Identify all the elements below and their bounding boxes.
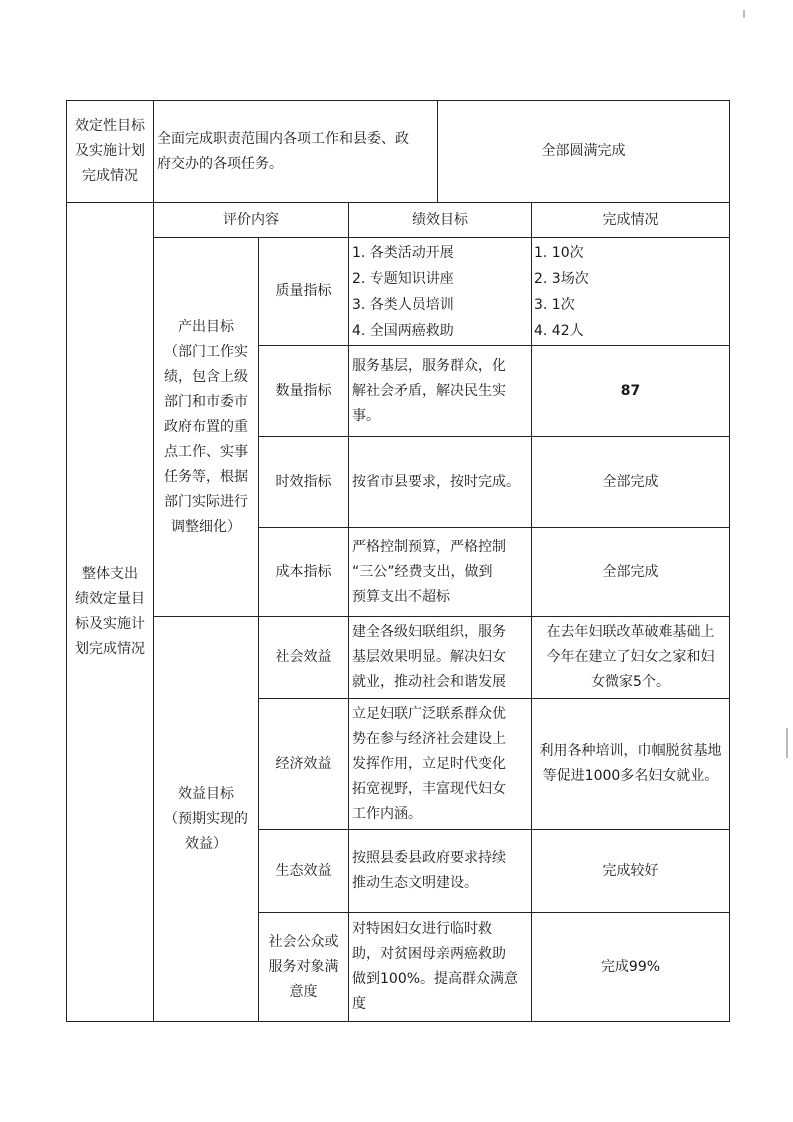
benefit-goal-label: 效益目标 （预期实现的 效益） bbox=[164, 785, 248, 852]
table-row-result: 87 bbox=[620, 382, 641, 399]
table-row-result: 利用各种培训，巾帼脱贫基地 等促进1000多名妇女就业。 bbox=[539, 743, 722, 784]
scan-mark bbox=[786, 728, 788, 758]
qualitative-goal-result: 全部圆满完成 bbox=[541, 143, 626, 159]
qualitative-goal-target: 全面完成职责范围内各项工作和县委、政 府交办的各项任务。 bbox=[157, 130, 409, 172]
table-row-indicator: 经济效益 bbox=[275, 755, 332, 772]
table-row-goal: 1. 各类活动开展 2. 专题知识讲座 3. 各类人员培训 4. 全国两癌救助 bbox=[352, 244, 454, 339]
qualitative-goal-label: 效定性目标 及实施计划 完成情况 bbox=[75, 118, 145, 184]
table-row-goal: 建全各级妇联组织，服务 基层效果明显。解决妇女 就业，推动社会和谐发展 bbox=[352, 624, 506, 690]
scan-mark bbox=[743, 10, 745, 18]
table-row-goal: 按省市县要求，按时完成。 bbox=[352, 473, 520, 490]
table-border-bottom bbox=[66, 1021, 730, 1022]
output-goal-label: 产出目标 （部门工作实 绩，包含上级 部门和市委市 政府布置的重 点工作、实事 任务等，根据 部门实际进行 调整细化） bbox=[164, 318, 248, 535]
table-row-indicator: 生态效益 bbox=[275, 862, 332, 879]
table-row-goal: 严格控制预算，严格控制 “三公”经费支出，做到 预算支出不超标 bbox=[352, 538, 506, 605]
table-row-goal: 服务基层，服务群众，化 解社会矛盾，解决民生实 事。 bbox=[352, 357, 506, 424]
table-row-indicator: 数量指标 bbox=[275, 382, 332, 399]
overall-quantitative-label: 整体支出 绩效定量目 标及实施计 划完成情况 bbox=[75, 566, 145, 657]
table-row-indicator: 时效指标 bbox=[275, 473, 332, 490]
table-divider bbox=[348, 202, 349, 1022]
header-completion: 完成情况 bbox=[602, 211, 659, 228]
table-row-goal: 立足妇联广泛联系群众优 势在参与经济社会建设上 发挥作用，立足时代变化 拓宽视野，丰富现代妇女 工作内涵。 bbox=[352, 705, 506, 822]
table-row-indicator: 成本指标 bbox=[275, 563, 332, 580]
table-row-indicator: 质量指标 bbox=[275, 283, 332, 299]
table-border-right bbox=[729, 100, 730, 1022]
table-row-goal: 按照县委县政府要求持续 推动生态文明建设。 bbox=[352, 850, 506, 891]
table-row-result: 在去年妇联改革破难基础上 今年在建立了妇女之家和妇 女微家5个。 bbox=[546, 624, 715, 690]
header-performance-goal: 绩效目标 bbox=[412, 211, 468, 228]
table-row-goal: 对特困妇女进行临时救 助，对贫困母亲两癌救助 做到100%。提高群众满意 度 bbox=[352, 921, 519, 1012]
table-row-result: 全部完成 bbox=[602, 473, 659, 490]
table-row-indicator: 社会公众或 服务对象满 意度 bbox=[268, 933, 339, 1000]
table-row-result: 完成较好 bbox=[602, 862, 659, 879]
table-row-result: 1. 10次 2. 3场次 3. 1次 4. 42人 bbox=[534, 244, 589, 339]
table-row-result: 全部完成 bbox=[602, 563, 659, 580]
table-row-result: 完成99% bbox=[600, 958, 661, 975]
table-row-indicator: 社会效益 bbox=[275, 649, 332, 665]
header-evaluation-content: 评价内容 bbox=[223, 211, 279, 228]
